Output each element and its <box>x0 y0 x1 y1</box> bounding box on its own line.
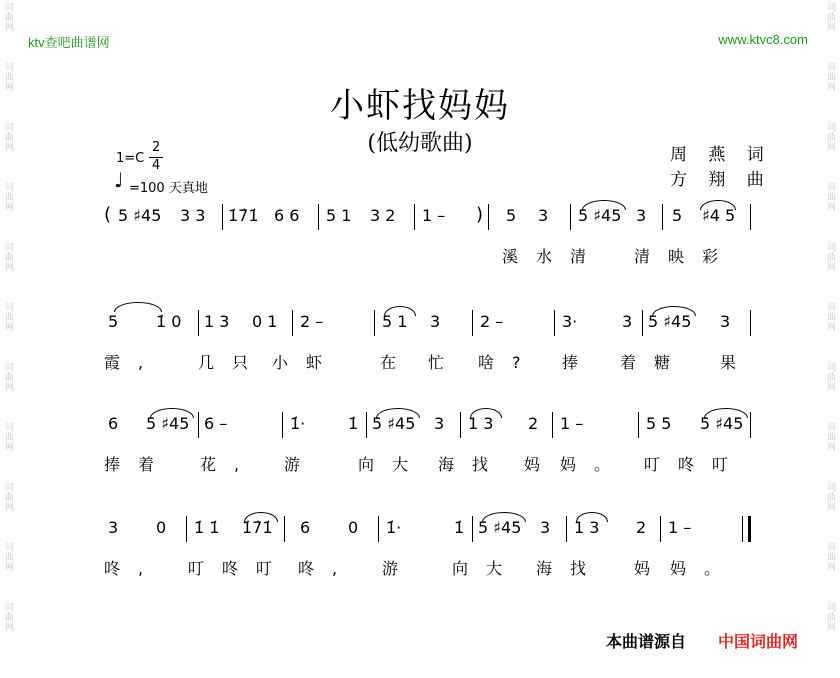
lyric: 海找 <box>438 455 507 474</box>
footer-source-site[interactable]: 中国词曲网 <box>718 632 799 651</box>
final-barline-thick <box>748 516 751 542</box>
barline <box>186 516 187 542</box>
lyrics-line-2 <box>104 350 754 372</box>
barline <box>414 204 415 230</box>
note-group: 0 <box>156 518 167 537</box>
barline <box>292 310 293 336</box>
note-group: 5 <box>672 206 683 225</box>
note-group: 6 <box>300 518 311 537</box>
barline <box>566 516 567 542</box>
lyric: 向大 <box>452 559 521 578</box>
score-system-4 <box>104 512 754 550</box>
note-group: 1̇ 0 <box>156 312 182 331</box>
barline <box>750 204 751 230</box>
note-group: 1̇· <box>290 414 306 433</box>
final-barline-thin <box>742 516 743 542</box>
barline <box>642 310 643 336</box>
lyric: 妈 <box>634 559 669 578</box>
time-signature-bottom: 4 <box>152 158 161 173</box>
barline <box>374 310 375 336</box>
time-signature-top: 2 <box>152 140 161 155</box>
lyric: 小虾 <box>272 353 341 372</box>
lyrics-line-1 <box>104 244 754 266</box>
lyric: 花, <box>200 455 258 474</box>
watermark: 词曲网 <box>3 2 13 32</box>
lyric: 游 <box>284 455 319 474</box>
note-group: 1̇ <box>454 518 465 537</box>
header-site-url[interactable]: www.ktvc8.com <box>718 32 808 47</box>
watermark: 词曲网 <box>3 182 13 212</box>
lyric: 在 <box>380 353 415 372</box>
barline <box>222 204 223 230</box>
note-group: 0 <box>348 518 359 537</box>
lyric: 妈。 <box>670 559 739 578</box>
note-group: 3 <box>622 312 633 331</box>
watermark: 词曲网 <box>825 302 835 332</box>
barline <box>198 412 199 438</box>
lyric: 捧着 <box>104 455 173 474</box>
watermark: 词曲网 <box>825 422 835 452</box>
lyric: 果 <box>720 353 755 372</box>
note-group: 5 ♯45 <box>700 414 744 433</box>
lyric: 妈。 <box>560 455 629 474</box>
note-group: 1̇ 1̇ <box>194 518 220 537</box>
barline <box>472 516 473 542</box>
note-group: 3 <box>720 312 731 331</box>
barline <box>554 310 555 336</box>
lyric: 霞, <box>104 353 162 372</box>
barline <box>318 204 319 230</box>
footer-source-label: 本曲谱源自 <box>606 632 687 651</box>
note-group: 5 <box>506 206 517 225</box>
note-group: 2 – <box>300 312 324 331</box>
lyric: 咚, <box>298 559 356 578</box>
barline <box>750 310 751 336</box>
note-group: 5 ♯45 <box>372 414 416 433</box>
score-system-1 <box>104 200 754 238</box>
watermark: 词曲网 <box>3 602 13 632</box>
tempo-marking: =100 天真地 <box>129 181 208 196</box>
note-group: 3 <box>636 206 647 225</box>
note-group: 6 6 <box>274 206 300 225</box>
watermark: 词曲网 <box>825 602 835 632</box>
note-group: 5 ♯45 <box>648 312 692 331</box>
note-group: 1̇7̇1̇ <box>228 206 259 225</box>
lyric: 着糖 <box>620 353 689 372</box>
lyric: 妈 <box>524 455 559 474</box>
lyric: 向大 <box>358 455 427 474</box>
note-group: 2 – <box>480 312 504 331</box>
note-group: 3 <box>434 414 445 433</box>
score-system-3 <box>104 408 754 446</box>
note-group: 2 <box>636 518 647 537</box>
lyricist: 周 燕 词 <box>670 145 772 165</box>
note-group: 5 1 <box>326 206 352 225</box>
score-system-2 <box>104 306 754 344</box>
watermark: 词曲网 <box>3 302 13 332</box>
lyric: 捧 <box>562 353 597 372</box>
note-group: 5 ♯45 <box>118 206 162 225</box>
lyric: 海找 <box>536 559 605 578</box>
barline <box>282 412 283 438</box>
note-group: 1 – <box>668 518 692 537</box>
note-group: 2 <box>528 414 539 433</box>
note-group: 5 ♯45 <box>146 414 190 433</box>
note-group: 3 2 <box>370 206 396 225</box>
lyrics-line-3 <box>104 452 754 474</box>
note-group: 1̇7̇1̇ <box>242 518 273 537</box>
tie <box>114 302 162 312</box>
note-group: 5 1 <box>382 312 408 331</box>
watermark: 词曲网 <box>3 122 13 152</box>
watermark: 词曲网 <box>3 542 13 572</box>
header-site-name[interactable]: ktv查吧曲谱网 <box>28 35 110 50</box>
note-group: 1̇ <box>348 414 359 433</box>
barline <box>198 310 199 336</box>
note-group: 3· <box>562 312 578 331</box>
composer: 方 翔 曲 <box>670 170 772 190</box>
lyric: 清映彩 <box>634 247 737 266</box>
watermark: 词曲网 <box>3 422 13 452</box>
barline <box>570 204 571 230</box>
lyric: 溪水清 <box>502 247 605 266</box>
song-subtitle: (低幼歌曲) <box>367 131 473 156</box>
note-group: 5 5 <box>646 414 672 433</box>
watermark: 词曲网 <box>3 62 13 92</box>
key-signature: 1=C <box>116 151 145 166</box>
lyric: 游 <box>382 559 417 578</box>
note-group: 6 <box>108 414 119 433</box>
watermark: 词曲网 <box>3 482 13 512</box>
lyrics-line-4 <box>104 556 754 578</box>
repeat-open-paren: ( <box>104 204 112 225</box>
barline <box>378 516 379 542</box>
note-group: 5 <box>108 312 119 331</box>
quarter-note-icon: ♩ <box>114 168 124 192</box>
watermark: 词曲网 <box>825 182 835 212</box>
watermark: 词曲网 <box>825 362 835 392</box>
watermark: 词曲网 <box>825 542 835 572</box>
barline <box>750 412 751 438</box>
note-group: 3 <box>430 312 441 331</box>
note-group: 3 <box>108 518 119 537</box>
note-group: 5 ♯45 <box>578 206 622 225</box>
lyric: 叮咚叮 <box>188 559 291 578</box>
lyric: 叮咚叮 <box>644 455 747 474</box>
note-group: 1 3 <box>468 414 494 433</box>
note-group: 1 3 <box>574 518 600 537</box>
note-group: ♯4 5 <box>702 206 736 225</box>
note-group: 0 1 <box>252 312 278 331</box>
barline <box>460 412 461 438</box>
barline <box>284 516 285 542</box>
watermark: 词曲网 <box>3 362 13 392</box>
note-group: 3 <box>540 518 551 537</box>
barline <box>660 516 661 542</box>
barline <box>366 412 367 438</box>
barline <box>662 204 663 230</box>
barline <box>472 310 473 336</box>
watermark: 词曲网 <box>825 62 835 92</box>
watermark: 词曲网 <box>825 242 835 272</box>
note-group: 5 ♯45 <box>478 518 522 537</box>
note-group: 6 – <box>204 414 228 433</box>
watermark: 词曲网 <box>825 122 835 152</box>
note-group: 1 – <box>422 206 446 225</box>
barline <box>552 412 553 438</box>
lyric: 忙 <box>428 353 463 372</box>
lyric: 几只 <box>198 353 267 372</box>
song-title: 小虾找妈妈 <box>330 86 510 126</box>
note-group: 3 <box>538 206 549 225</box>
lyric: 咚, <box>104 559 162 578</box>
lyric: 啥? <box>478 353 539 372</box>
repeat-close-paren: ) <box>476 204 484 225</box>
watermark: 词曲网 <box>3 242 13 272</box>
barline <box>488 204 489 230</box>
note-group: 1 3 <box>204 312 230 331</box>
note-group: 1̇· <box>386 518 402 537</box>
note-group: 1 – <box>560 414 584 433</box>
note-group: 3 3 <box>180 206 206 225</box>
watermark: 词曲网 <box>825 482 835 512</box>
watermark: 词曲网 <box>825 2 835 32</box>
barline <box>638 412 639 438</box>
